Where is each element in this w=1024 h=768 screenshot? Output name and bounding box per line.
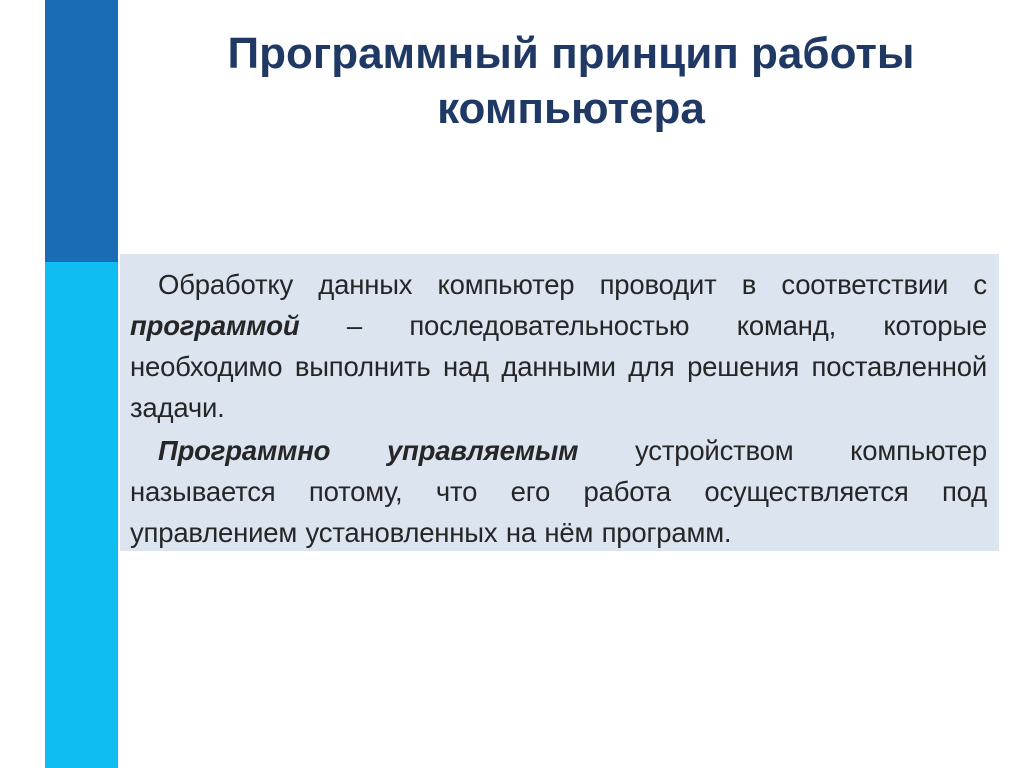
slide-title-line1: Программный принцип работы — [227, 29, 915, 78]
paragraph-program-definition — [130, 264, 987, 428]
slide-title-line2: компьютера — [437, 84, 705, 133]
paragraph-program-controlled — [130, 430, 987, 553]
sidebar-accent-dark — [45, 0, 118, 262]
term-program-controlled: Программно управляемым — [158, 435, 579, 466]
content-box — [120, 254, 999, 551]
term-program: программой — [130, 310, 300, 341]
slide-title — [118, 26, 1024, 136]
paragraph1-text-before: Обработку данных компьютер проводит в соответствии с — [158, 269, 987, 300]
paragraph1-text-after: – последовательностью команд, которые необходимо выполнить над данными для решения поставленной задачи. — [130, 310, 987, 423]
paragraph2-text-after: устройством компьютер называется потому, что его работа осуществляется под управлением установленных на нём программ. — [130, 435, 987, 548]
sidebar-accent-light — [45, 262, 118, 768]
